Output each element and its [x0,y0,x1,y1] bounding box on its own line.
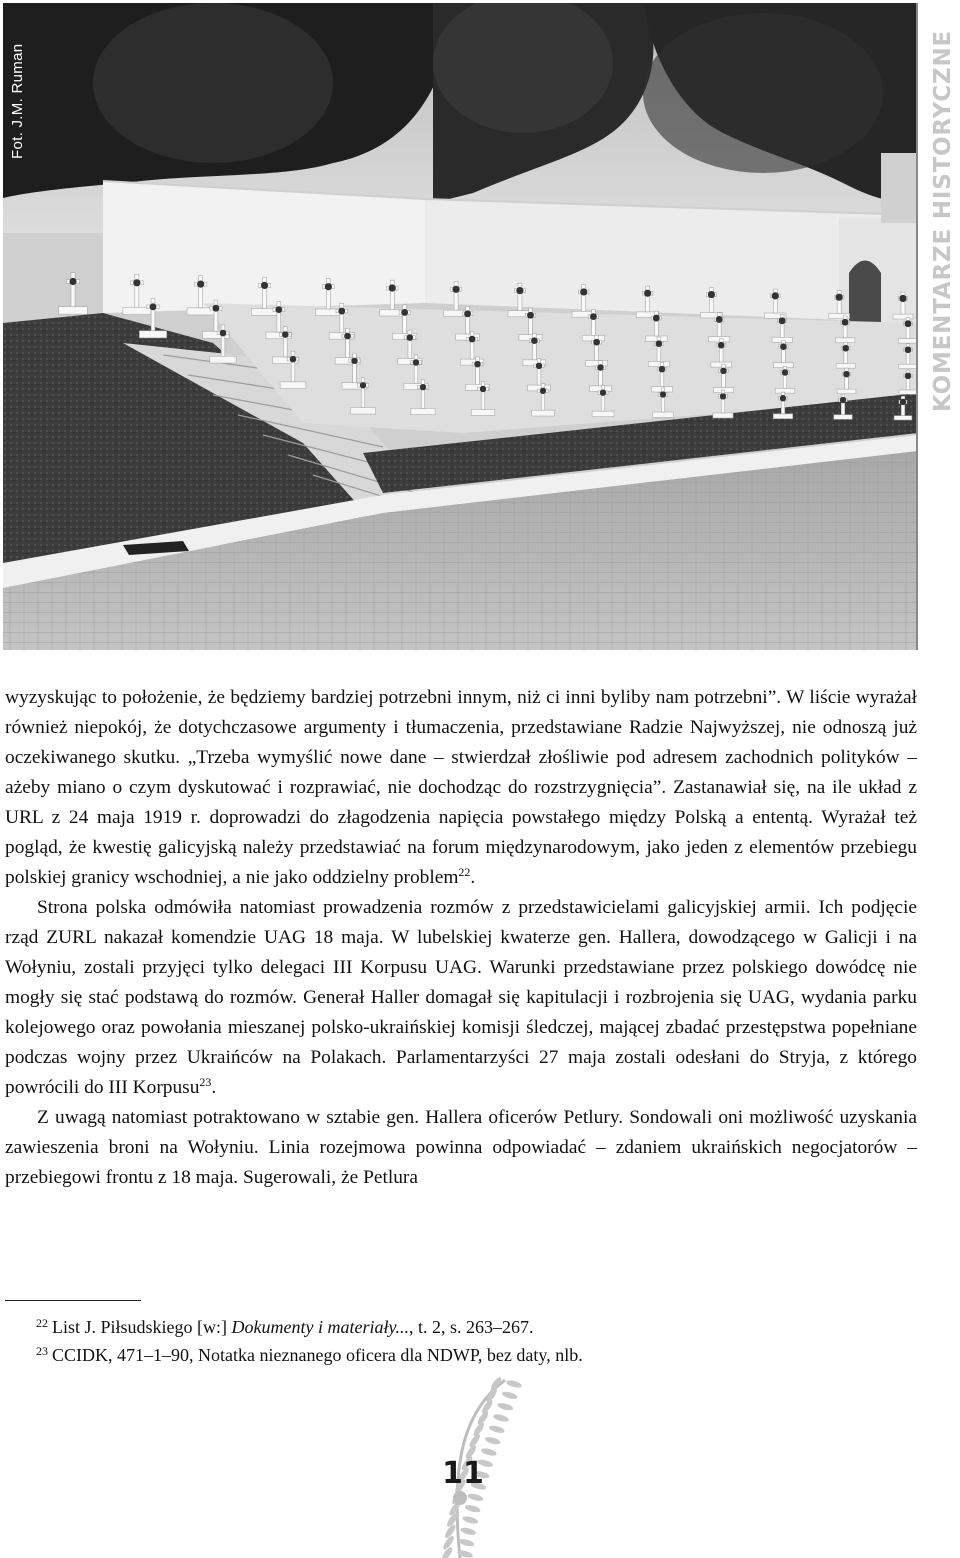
laurel-leaf [488,1424,505,1434]
laurel-leaf [492,1413,509,1423]
photo-credit [9,9,39,159]
laurel-leaf [460,1526,477,1536]
cemetery-photo-drawing [3,3,918,650]
footnote-title: Dokumenty i materiały... [231,1317,409,1337]
laurel-leaf [462,1515,479,1525]
paragraph-tail: . [470,867,476,888]
footnote-number: 22 [36,1316,48,1330]
laurel-leaf [505,1379,522,1389]
paragraph-text: Z uwagą natomiast potraktowano w sztabie gen. Hallera oficerów Petlury. Sondowali oni możliwość uzyskania zawieszenia broni na Wołyniu. Linia rozejmowa powinna odpowiadać – zdaniem ukraińskich negocjatorów – przebiegowi frontu z 18 maja. Sugerowali, że Petlura [5,1107,917,1188]
footnote-text: CCIDK, 471–1–90, Notatka nieznanego oficera dla NDWP, bez daty, nlb. [52,1345,583,1365]
footnote-23 [36,1341,916,1369]
laurel-leaf [458,1538,475,1548]
body-text [5,683,917,1193]
laurel-leaf [501,1390,518,1400]
photo-credit-text: Fot. J.M. Ruman [9,43,26,159]
footnotes [36,1313,916,1369]
paragraph-1 [5,683,917,893]
footnote-ref: 22 [458,865,471,879]
footnote-22 [36,1313,916,1341]
paragraph-text: wyzyskując to położenie, że będziemy bardziej potrzebni innym, niż ci inni byliby nam potrzebni”. W liście wyrażał również niepokój, że dotychczasowe argumenty i tłumaczenia, przedstawiane Radzie Najwyższej, nie odnoszą już oczekiwanego skutku. „Trzeba wymyślić nowe dane – stwierdzał złośliwie pod adresem zachodnich polityków – ażeby miano o czym dyskutować i rozprawiać, nie dochodząc do rozstrzygnięcia”. Zastanawiał się, na ile układ z URL z 24 maja 1919 r. doprowadzi do złagodzenia napięcia powstałego między Polską a ententą. Wyrażał też pogląd, że kwestię galicyjską należy przedstawiać na forum międzynarodowym, jako jeden z elementów przebiegu polskiej granicy wschodniej, a nie jako oddzielny problem [5,687,917,888]
footnote-number: 23 [36,1344,48,1358]
grave-cross [59,273,88,314]
footnote-text: List J. Piłsudskiego [w:] [52,1317,232,1337]
laurel-leaf [484,1436,501,1446]
footnote-ref: 23 [199,1075,212,1089]
running-head-text: KOMENTARZE HISTORYCZNE [930,29,956,412]
paragraph-2 [5,893,917,1103]
laurel-leaf [497,1402,514,1412]
cemetery-photo [3,3,918,650]
page-number: 11 [442,1456,484,1491]
footnote-rule [5,1300,141,1301]
paragraph-3 [5,1103,917,1193]
paragraph-text: Strona polska odmówiła natomiast prowadzenia rozmów z przedstawicielami galicyjskiej armii. Ich podjęcie rząd ZURL nakazał komendzie UAG 18 maja. W lubelskiej kwaterze gen. Hallera, dowodzącego w Galicji i na Wołyniu, zostali przyjęci tylko delegaci III Korpusu UAG. Warunki przedstawiane przez polskiego dowódcę nie mogły się stać podstawą do rozmów. Generał Haller domagał się kapitulacji i rozbrojenia się UAG, wydania parku kolejowego oraz powołania mieszanej polsko-ukraińskiej komisji śledczej, mającej zbadać przestępstwa popełniane podczas wojny przez Ukraińców na Polakach. Parlamentarzyści 27 maja zostali odesłani do Stryja, z którego powrócili do III Korpusu [5,897,917,1098]
running-head [928,4,960,414]
laurel-leaf [464,1504,481,1514]
paragraph-tail: . [211,1077,217,1098]
footnote-text-end: , t. 2, s. 263–267. [408,1317,534,1337]
laurel-leaf [467,1492,484,1502]
